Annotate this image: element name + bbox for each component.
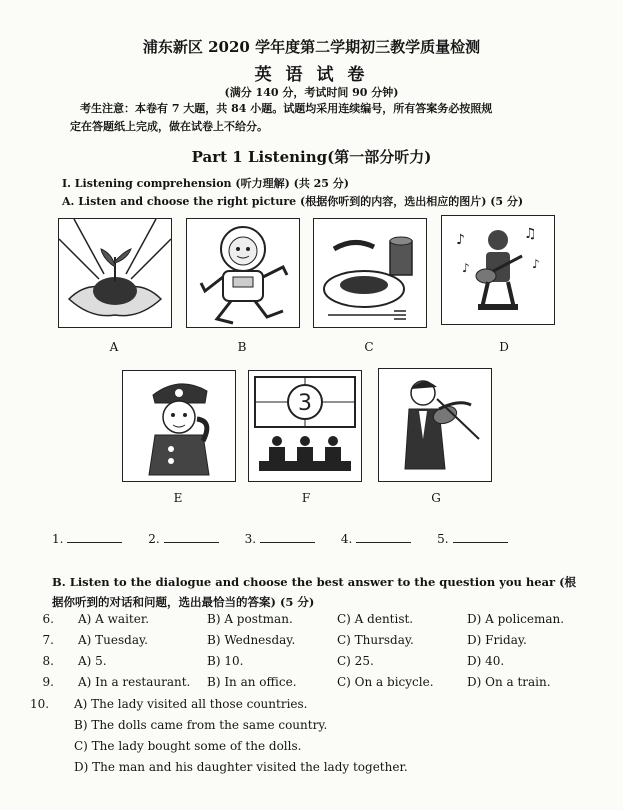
q10-option-c[interactable]: C) The lady bought some of the dolls.	[74, 739, 302, 753]
q10-option-d[interactable]: D) The man and his daughter visited the lady together.	[74, 760, 408, 774]
picture-b-astronaut	[186, 218, 300, 328]
option-b[interactable]: B) 10.	[207, 654, 244, 668]
answer-blank-3[interactable]	[245, 532, 315, 546]
exam-note	[70, 100, 570, 136]
question-number: 9.	[42, 675, 54, 689]
blank-number: 3.	[244, 532, 257, 546]
picture-f-cinema	[248, 370, 362, 482]
section-a-heading: A. Listen and choose the right picture (根据你听到的内容，选出相应的图片) (5 分)	[62, 195, 524, 208]
option-a[interactable]: A) A waiter.	[78, 612, 150, 626]
exam-meta: (满分 140 分，考试时间 90 分钟)	[224, 86, 399, 99]
part-heading: Part 1 Listening(第一部分听力)	[191, 148, 432, 166]
option-a[interactable]: A) In a restaurant.	[78, 675, 191, 689]
exam-title: 浦东新区 2020 学年度第二学期初三教学质量检测	[142, 38, 481, 56]
option-d[interactable]: D) On a train.	[467, 675, 551, 689]
blank-number: 2.	[148, 532, 160, 546]
question-7	[0, 633, 623, 651]
option-c[interactable]: C) 25.	[337, 654, 374, 668]
option-a[interactable]: A) 5.	[78, 654, 107, 668]
option-c[interactable]: C) Thursday.	[337, 633, 414, 647]
picture-d-label: D	[499, 340, 509, 354]
option-b[interactable]: B) In an office.	[207, 675, 297, 689]
q10-option-a[interactable]: A) The lady visited all those countries.	[74, 697, 308, 711]
note-line-1: 考生注意：本卷有 7 大题，共 84 小题。试题均采用连续编号，所有答案务必按照规	[80, 102, 493, 115]
option-d[interactable]: D) Friday.	[467, 633, 527, 647]
picture-e-label: E	[173, 491, 183, 505]
answer-blank-4[interactable]	[341, 532, 411, 546]
option-a[interactable]: A) Tuesday.	[78, 633, 148, 647]
blank-number: 5.	[437, 532, 449, 546]
option-d[interactable]: D) A policeman.	[467, 612, 565, 626]
picture-f-label: F	[301, 491, 311, 505]
section-b-heading: B. Listen to the dialogue and choose the best answer to the question you hear (根据你听到的对话和问题，选出最恰当的答案) (5 分)	[52, 575, 577, 609]
question-number: 8.	[42, 654, 54, 668]
picture-b-label: B	[237, 340, 247, 354]
question-number: 7.	[42, 633, 54, 647]
option-b[interactable]: B) Wednesday.	[207, 633, 296, 647]
answer-blanks-row	[52, 532, 530, 546]
exam-subtitle: 英 语 试 卷	[254, 65, 369, 85]
option-c[interactable]: C) On a bicycle.	[337, 675, 434, 689]
picture-c-label: C	[364, 340, 374, 354]
section-1-heading: I. Listening comprehension (听力理解) (共 25 分)	[62, 177, 349, 190]
svg-text:♫: ♫	[524, 226, 537, 242]
blank-number: 1.	[52, 532, 64, 546]
question-9	[0, 675, 623, 693]
countdown-number: 3	[298, 391, 312, 416]
svg-text:♪: ♪	[532, 257, 540, 271]
blank-number: 4.	[340, 532, 353, 546]
picture-g-label: G	[431, 491, 441, 505]
q10-option-b[interactable]: B) The dolls came from the same country.	[74, 718, 328, 732]
question-number: 6.	[42, 612, 54, 626]
question-10-number: 10.	[30, 697, 50, 711]
picture-a-seedling	[58, 218, 172, 328]
option-b[interactable]: B) A postman.	[207, 612, 293, 626]
answer-blank-5[interactable]	[437, 532, 507, 546]
answer-blank-2[interactable]	[148, 532, 218, 546]
option-d[interactable]: D) 40.	[467, 654, 505, 668]
question-8	[0, 654, 623, 672]
picture-e-policeman	[122, 370, 236, 482]
option-c[interactable]: C) A dentist.	[337, 612, 414, 626]
note-line-2: 定在答题纸上完成，做在试卷上不给分。	[70, 120, 268, 133]
picture-a-label: A	[109, 340, 119, 354]
picture-c-meal	[313, 218, 427, 328]
picture-g-violinist	[378, 368, 492, 482]
svg-text:♪: ♪	[456, 232, 465, 248]
picture-d-guitarist	[441, 215, 555, 325]
question-6	[0, 612, 623, 630]
answer-blank-1[interactable]	[52, 532, 122, 546]
svg-text:♪: ♪	[462, 261, 470, 275]
